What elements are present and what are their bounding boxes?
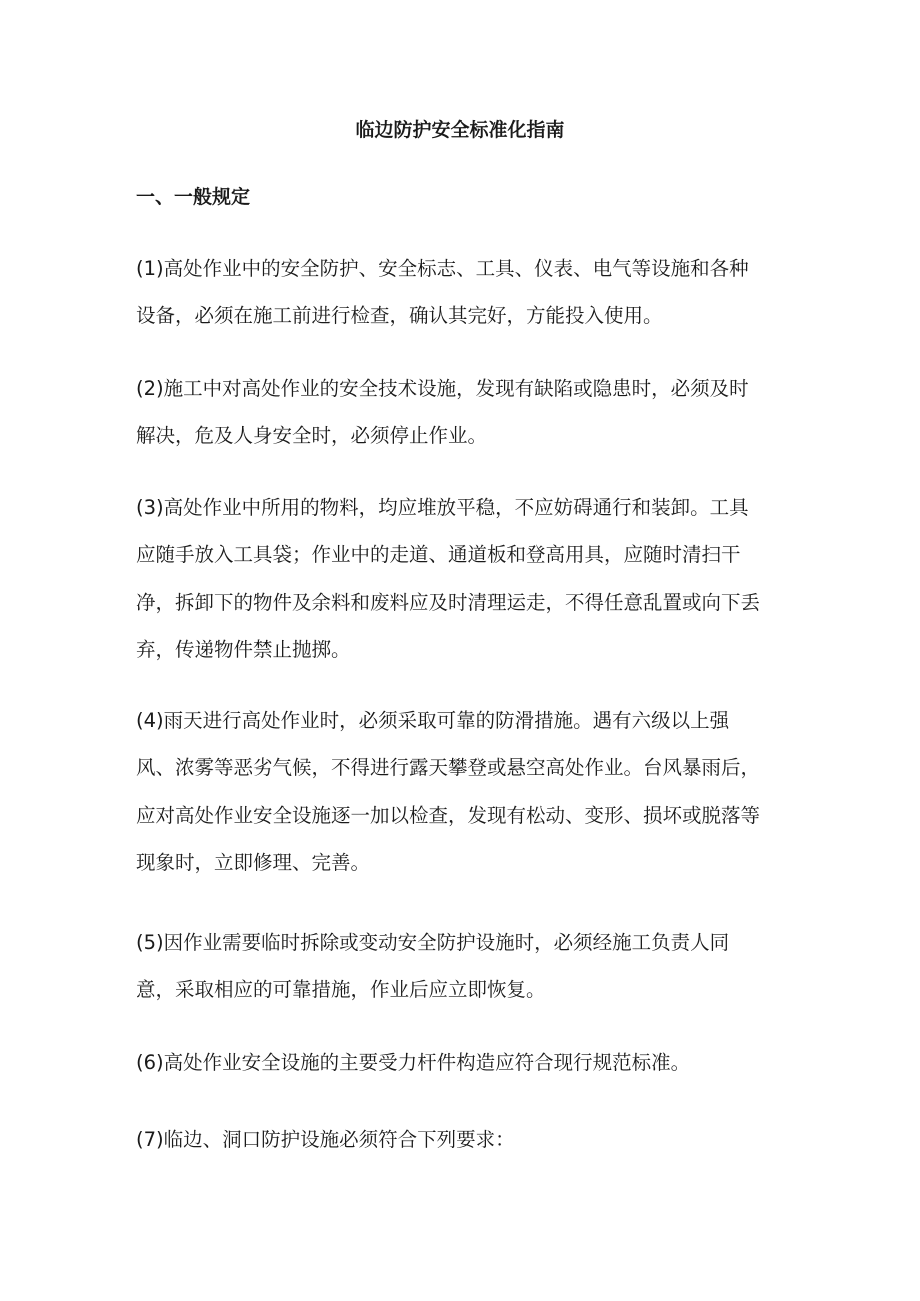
- paragraph-2: [136, 365, 786, 460]
- paragraph-1: [136, 245, 786, 340]
- paragraph-line: (5)因作业需要临时拆除或变动安全防护设施时，必须经施工负责人同: [136, 931, 730, 954]
- paragraph-line: (1)高处作业中的安全防护、安全标志、工具、仪表、电气等设施和各种: [136, 257, 749, 280]
- paragraph-line: 风、浓雾等恶劣气候，不得进行露天攀登或悬空高处作业。台风暴雨后，: [136, 756, 761, 780]
- paragraph-line: 意，采取相应的可靠措施，作业后应立即恢复。: [136, 978, 546, 1002]
- paragraph-line: (4)雨天进行高处作业时，必须采取可靠的防滑措施。遇有六级以上强: [136, 709, 730, 732]
- document-title: 临边防护安全标准化指南: [355, 119, 565, 141]
- paragraph-line: 解决，危及人身安全时，必须停止作业。: [136, 424, 488, 448]
- paragraph-line: (6)高处作业安全设施的主要受力杆件构造应符合现行规范标准。: [136, 1051, 691, 1074]
- paragraph-line: (7)临边、洞口防护设施必须符合下列要求：: [136, 1128, 515, 1151]
- paragraph-line: 现象时，立即修理、完善。: [136, 850, 371, 874]
- paragraph-line: 应对高处作业安全设施逐一加以检查，发现有松动、变形、损坏或脱落等: [136, 803, 761, 827]
- paragraph-line: 应随手放入工具袋；作业中的走道、通道板和登高用具，应随时清扫干: [136, 543, 741, 567]
- paragraph-line: (2)施工中对高处作业的安全技术设施，发现有缺陷或隐患时，必须及时: [136, 377, 749, 400]
- paragraph-5: [136, 919, 786, 1014]
- paragraph-line: 净，拆卸下的物件及余料和废料应及时清理运走，不得任意乱置或向下丢: [136, 590, 761, 614]
- paragraph-line: 设备，必须在施工前进行检查，确认其完好，方能投入使用。: [136, 304, 663, 328]
- paragraph-7: [136, 1116, 786, 1163]
- paragraph-line: (3)高处作业中所用的物料，均应堆放平稳，不应妨碍通行和装卸。工具: [136, 496, 749, 519]
- paragraph-line: 弃，传递物件禁止抛掷。: [136, 637, 351, 661]
- paragraph-6: [136, 1039, 786, 1086]
- section-heading: 一、一般规定: [136, 186, 251, 208]
- paragraph-4: [136, 697, 786, 886]
- paragraph-3: [136, 484, 786, 673]
